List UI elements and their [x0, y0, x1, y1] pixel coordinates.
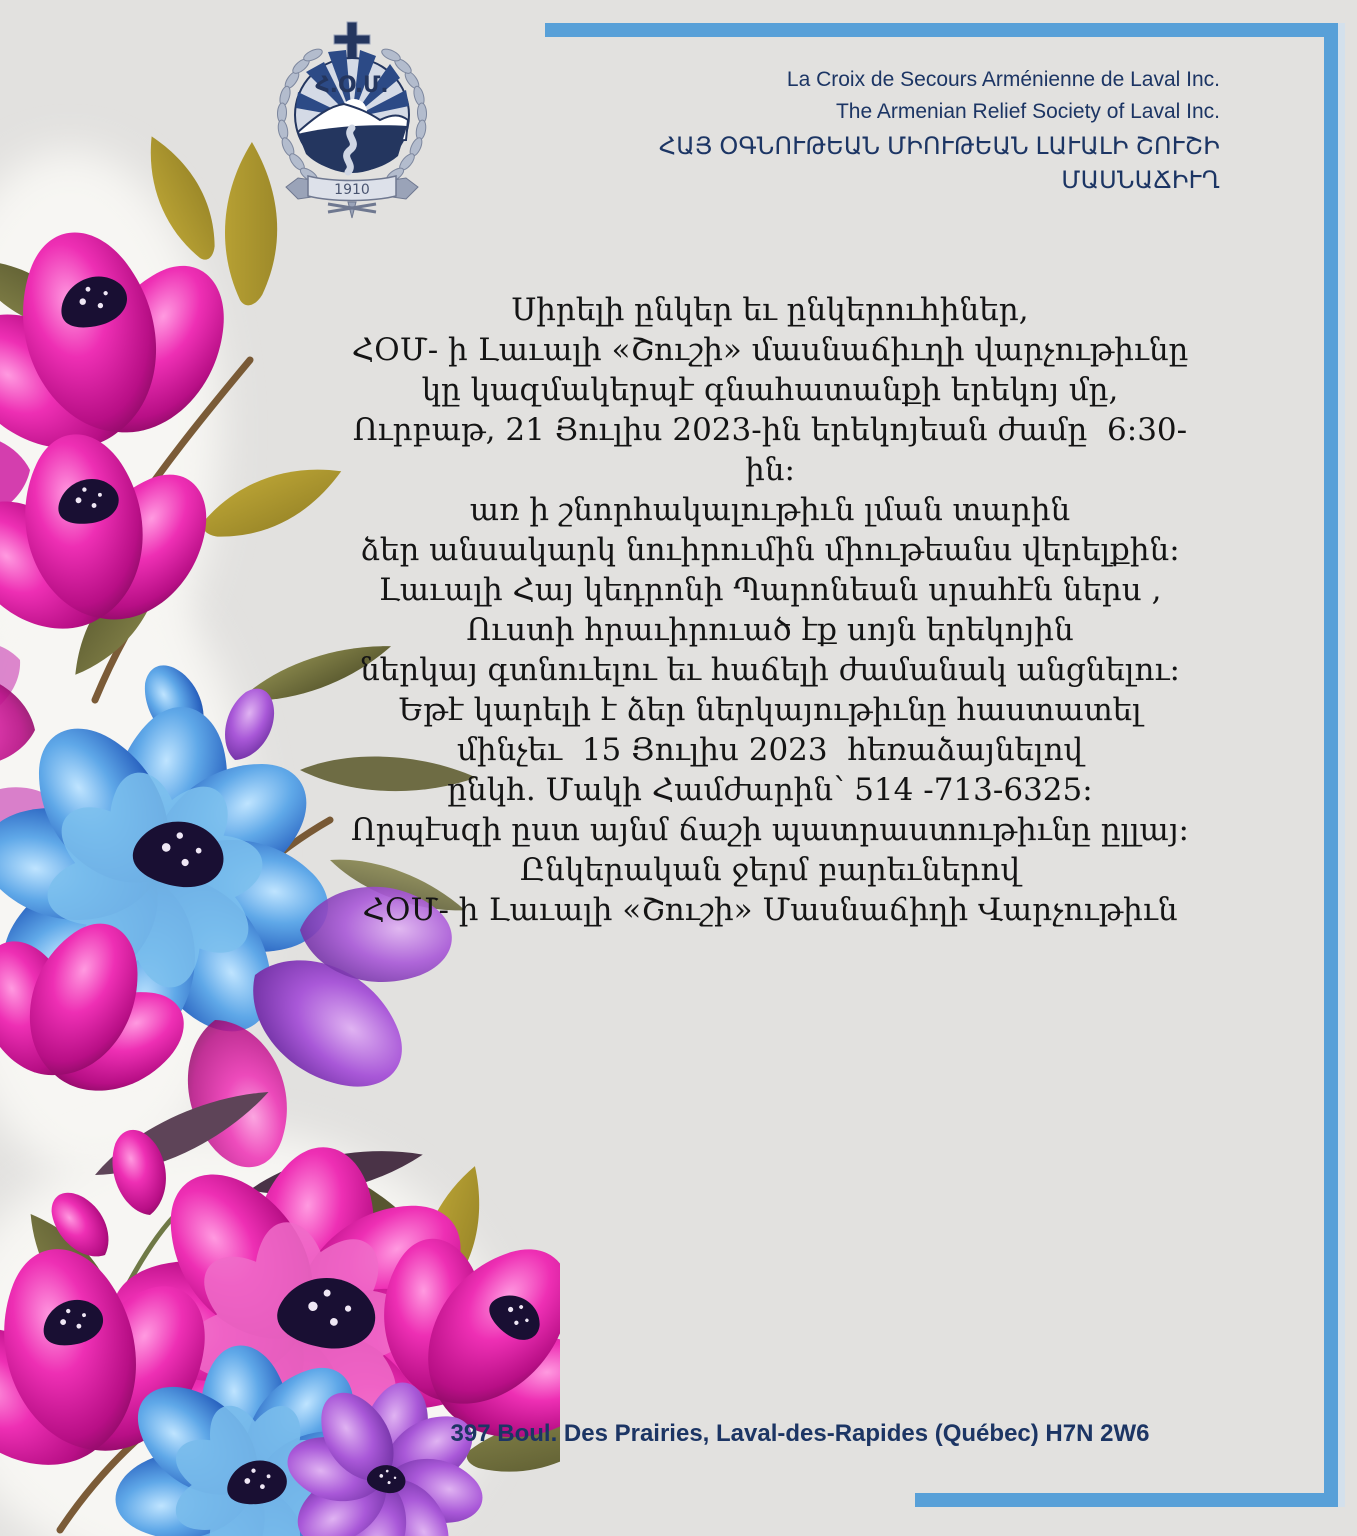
rsvp-phone-line: ընկհ. Մակի Համժարին՝ 514 -713-6325: [447, 772, 1093, 808]
logo-acronym: Հ.Օ.Մ. [315, 73, 389, 98]
frame-right-bar [1324, 23, 1338, 1507]
logo-year: 1910 [334, 182, 370, 198]
rsvp-line2: մինչեւ 15 Յուլիս 2023 հեռաձայնելով [456, 732, 1084, 768]
closing-line1: Ընկերական ջերմ բարեւներով [519, 852, 1020, 888]
org-name-french: La Croix de Secours Arménienne de Laval Inc. [786, 68, 1220, 91]
ars-logo [268, 20, 436, 220]
salutation: Սիրելի ընկեր եւ ընկերուհիներ, [511, 292, 1029, 328]
para1-line2: կը կազմակերպէ գնահատանքի երեկոյ մը, [421, 372, 1119, 408]
rsvp-line1: Եթէ կարելի է ձեր ներկայութիւնը հաստատել [398, 692, 1142, 728]
ribbon-1910 [286, 176, 418, 218]
frame-right-halo [1338, 23, 1345, 1507]
frame-bottom-bar [915, 1493, 1338, 1507]
event-date-line: Ուրբաթ, 21 Յուլիս 2023-ին երեկոյեան ժամը 6:30-ին: [352, 412, 1188, 488]
emblem-disc [295, 50, 409, 172]
para2-line1: առ ի շնորհակալութիւն լման տարին [469, 492, 1071, 528]
closing-line2: ՀՕՄ- ի Լաւալի «Շուշի» Մասնաճիղի Վարչութիւն [362, 892, 1178, 928]
invitation-body [330, 290, 1210, 930]
org-name-armenian: ՀԱՅ ՕԳՆՈՒԹԵԱՆ ՄԻՈՒԹԵԱՆ ԼԱՒԱԼԻ ՇՈՒՇԻ ՄԱՍՆԱՃԻՒՂ [658, 133, 1220, 194]
para3-line2: ներկայ գտնուելու եւ հաճելի ժամանակ անցնելու: [360, 652, 1180, 688]
venue-line: Լաւալի Հայ կեդրոնի Պարոնեան սրահէն ներս , [378, 572, 1162, 608]
para3-line1: Ուստի հրաւիրուած էք սոյն երեկոյին [466, 612, 1074, 648]
address-line: 397 Boul. Des Prairies, Laval-des-Rapides (Québec) H7N 2W6 [450, 1420, 1150, 1447]
letterhead [535, 64, 1220, 198]
frame-top-bar [545, 23, 1338, 37]
org-name-english: The Armenian Relief Society of Laval Inc. [835, 100, 1220, 123]
note-line: Որպէսզի ըստ այնմ ճաշի պատրաստութիւնը ըլլայ: [351, 812, 1189, 848]
para2-line2: ձեր անսակարկ նուիրումին միութեանս վերելքին: [360, 532, 1180, 568]
para1-line1: ՀՕՄ- ի Լաւալի «Շուշի» մասնաճիւղի վարչութիւնը [351, 332, 1189, 368]
